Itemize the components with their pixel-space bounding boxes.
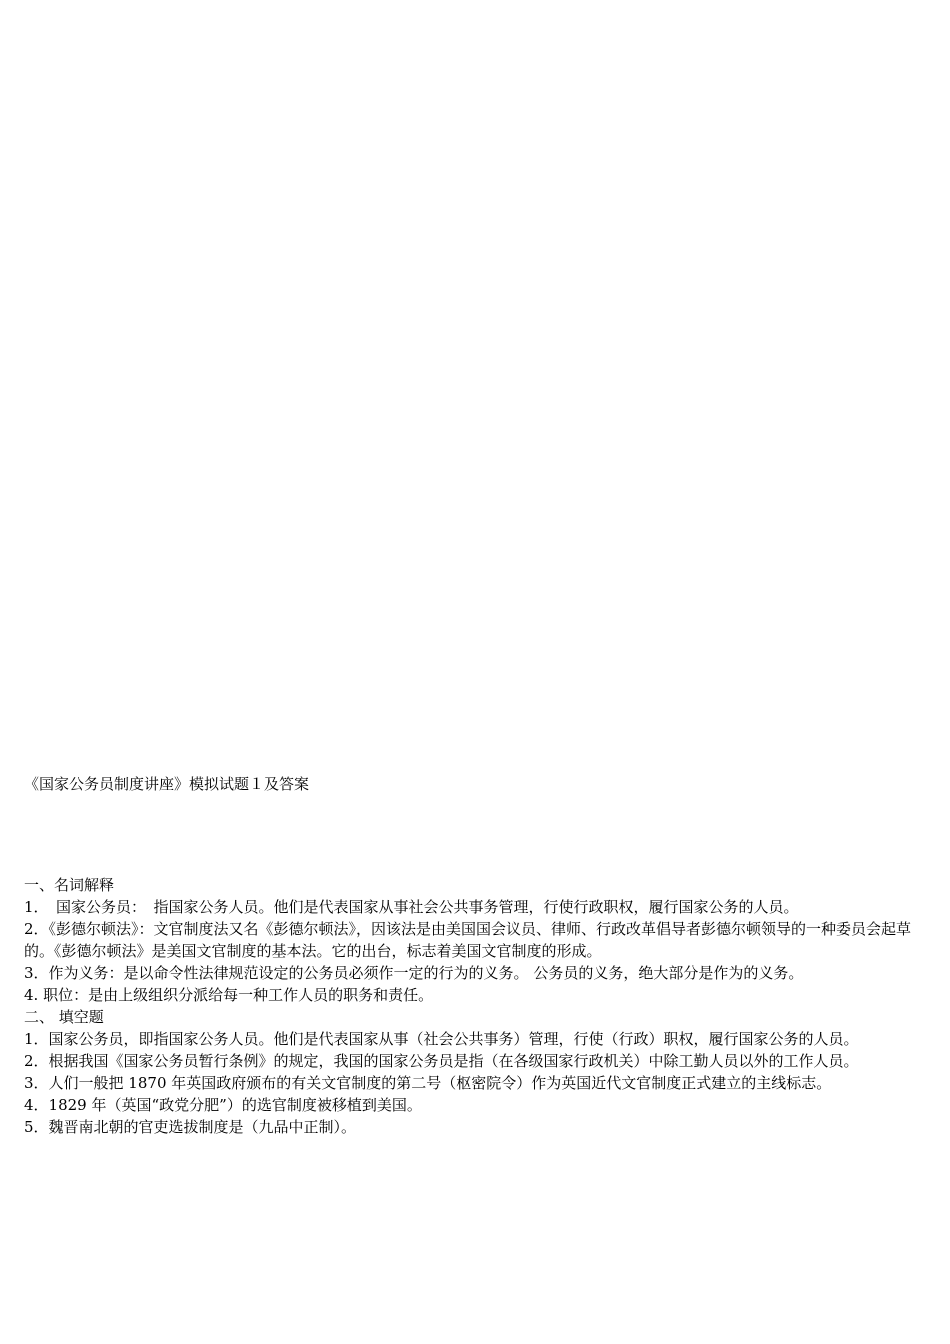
term-item-4: 4. 职位：是由上级组织分派给每一种工作人员的职务和责任。 xyxy=(24,986,434,1004)
section-heading-terms: 一、名词解释 xyxy=(24,876,115,894)
document-body xyxy=(24,874,930,1138)
fill-item-1: 1．国家公务员，即指国家公务人员。他们是代表国家从事（社会公共事务）管理，行使（行政）职权，履行国家公务的人员。 xyxy=(24,1030,859,1048)
term-item-1: 1． 国家公务员： 指国家公务人员。他们是代表国家从事社会公共事务管理，行使行政职权，履行国家公务的人员。 xyxy=(24,898,799,916)
fill-item-2: 2．根据我国《国家公务员暂行条例》的规定，我国的国家公务员是指（在各级国家行政机关）中除工勤人员以外的工作人员。 xyxy=(24,1052,859,1070)
section-heading-fill-in: 二、 填空题 xyxy=(24,1008,104,1026)
fill-item-3: 3．人们一般把 1870 年英国政府颁布的有关文官制度的第二号（枢密院令）作为英国近代文官制度正式建立的主线标志。 xyxy=(24,1074,832,1092)
term-item-2: 2．《彭德尔顿法》：文官制度法又名《彭德尔顿法》，因该法是由美国国会议员、律师、行政改革倡导者彭德尔顿领导的一种委员会起草的。《彭德尔顿法》是美国文官制度的基本法。它的出台，标志着美国文官制度的形成。 xyxy=(24,920,912,960)
fill-item-4: 4．1829 年（英国“政党分肥”）的选官制度被移植到美国。 xyxy=(24,1096,422,1114)
document-title: 《国家公务员制度讲座》模拟试题１及答案 xyxy=(24,775,310,793)
term-item-3: 3．作为义务：是以命令性法律规范设定的公务员必须作一定的行为的义务。 公务员的义务，绝大部分是作为的义务。 xyxy=(24,964,804,982)
fill-item-5: 5．魏晋南北朝的官吏选拔制度是（九品中正制）。 xyxy=(24,1118,357,1136)
